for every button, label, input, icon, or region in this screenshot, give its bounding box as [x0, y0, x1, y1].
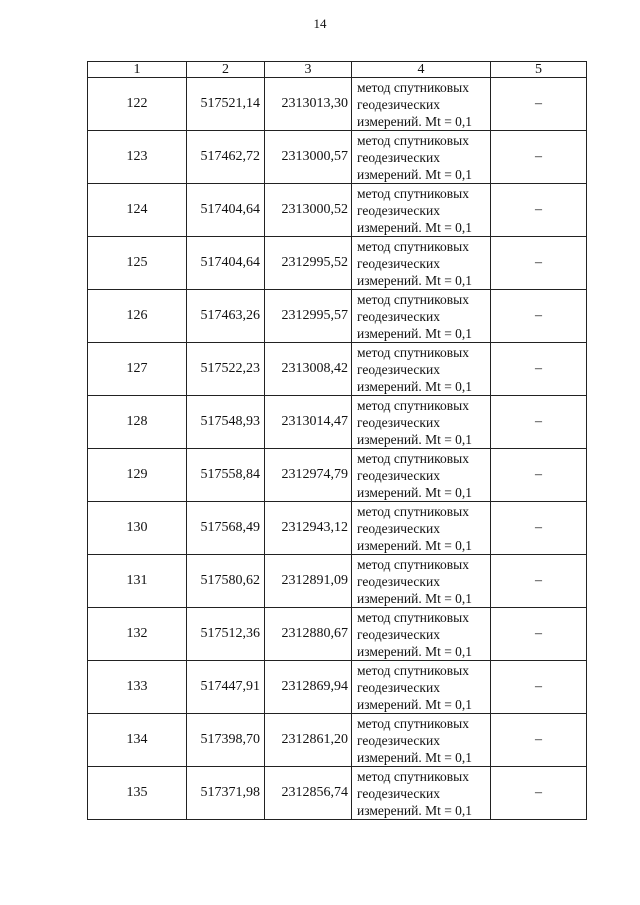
note-cell: – [491, 608, 587, 661]
method-line: геодезических [357, 626, 440, 642]
point-number-cell: 127 [88, 343, 187, 396]
y-coordinate-cell: 2312891,09 [265, 555, 352, 608]
note-cell: – [491, 343, 587, 396]
y-coordinate-cell: 2312995,52 [265, 237, 352, 290]
point-number-cell: 135 [88, 767, 187, 820]
method-cell [352, 343, 491, 396]
method-cell [352, 502, 491, 555]
method-line: измерений. Mt = 0,1 [357, 325, 473, 341]
point-number-cell: 126 [88, 290, 187, 343]
table-row [88, 502, 587, 555]
table-row [88, 396, 587, 449]
method-line: геодезических [357, 414, 440, 430]
note-cell: – [491, 714, 587, 767]
method-line: метод спутниковых [357, 79, 469, 95]
column-header: 3 [265, 62, 352, 78]
y-coordinate-cell: 2312943,12 [265, 502, 352, 555]
table-row [88, 78, 587, 131]
x-coordinate-cell: 517568,49 [187, 502, 265, 555]
y-coordinate-cell: 2312880,67 [265, 608, 352, 661]
table-row [88, 767, 587, 820]
note-cell: – [491, 237, 587, 290]
table-row [88, 131, 587, 184]
point-number-cell: 123 [88, 131, 187, 184]
point-number-cell: 122 [88, 78, 187, 131]
method-line: геодезических [357, 679, 440, 695]
x-coordinate-cell: 517522,23 [187, 343, 265, 396]
y-coordinate-cell: 2312856,74 [265, 767, 352, 820]
method-cell [352, 449, 491, 502]
x-coordinate-cell: 517371,98 [187, 767, 265, 820]
method-line: измерений. Mt = 0,1 [357, 113, 473, 129]
method-line: геодезических [357, 96, 440, 112]
note-cell: – [491, 502, 587, 555]
point-number-cell: 132 [88, 608, 187, 661]
note-cell: – [491, 290, 587, 343]
note-cell: – [491, 131, 587, 184]
point-number-cell: 128 [88, 396, 187, 449]
x-coordinate-cell: 517558,84 [187, 449, 265, 502]
method-line: геодезических [357, 149, 440, 165]
note-cell: – [491, 396, 587, 449]
method-line: измерений. Mt = 0,1 [357, 590, 473, 606]
method-line: геодезических [357, 255, 440, 271]
method-cell [352, 396, 491, 449]
x-coordinate-cell: 517447,91 [187, 661, 265, 714]
method-line: метод спутниковых [357, 238, 469, 254]
x-coordinate-cell: 517512,36 [187, 608, 265, 661]
table-row [88, 714, 587, 767]
method-line: геодезических [357, 202, 440, 218]
method-line: геодезических [357, 308, 440, 324]
x-coordinate-cell: 517404,64 [187, 237, 265, 290]
x-coordinate-cell: 517580,62 [187, 555, 265, 608]
y-coordinate-cell: 2312995,57 [265, 290, 352, 343]
table-row [88, 608, 587, 661]
point-number-cell: 134 [88, 714, 187, 767]
column-header: 5 [491, 62, 587, 78]
table-row [88, 237, 587, 290]
note-cell: – [491, 78, 587, 131]
y-coordinate-cell: 2312869,94 [265, 661, 352, 714]
method-line: метод спутниковых [357, 556, 469, 572]
point-number-cell: 125 [88, 237, 187, 290]
method-line: измерений. Mt = 0,1 [357, 696, 473, 712]
page-number: 14 [313, 16, 327, 31]
y-coordinate-cell: 2312861,20 [265, 714, 352, 767]
method-line: метод спутниковых [357, 450, 469, 466]
method-line: измерений. Mt = 0,1 [357, 749, 473, 765]
method-line: метод спутниковых [357, 609, 469, 625]
note-cell: – [491, 449, 587, 502]
table-row [88, 343, 587, 396]
note-cell: – [491, 767, 587, 820]
point-number-cell: 129 [88, 449, 187, 502]
method-line: геодезических [357, 573, 440, 589]
method-line: измерений. Mt = 0,1 [357, 166, 473, 182]
table-row [88, 661, 587, 714]
table-row [88, 449, 587, 502]
method-cell [352, 78, 491, 131]
method-line: метод спутниковых [357, 503, 469, 519]
method-line: метод спутниковых [357, 662, 469, 678]
coordinates-table [87, 61, 587, 820]
table-row [88, 290, 587, 343]
x-coordinate-cell: 517521,14 [187, 78, 265, 131]
method-cell [352, 184, 491, 237]
point-number-cell: 131 [88, 555, 187, 608]
method-line: геодезических [357, 361, 440, 377]
y-coordinate-cell: 2313000,52 [265, 184, 352, 237]
y-coordinate-cell: 2313008,42 [265, 343, 352, 396]
column-header: 4 [352, 62, 491, 78]
method-cell [352, 290, 491, 343]
table-body [88, 78, 587, 820]
y-coordinate-cell: 2313000,57 [265, 131, 352, 184]
point-number-cell: 130 [88, 502, 187, 555]
note-cell: – [491, 661, 587, 714]
point-number-cell: 133 [88, 661, 187, 714]
column-header: 2 [187, 62, 265, 78]
y-coordinate-cell: 2313014,47 [265, 396, 352, 449]
method-line: метод спутниковых [357, 768, 469, 784]
table-row [88, 555, 587, 608]
table-header-row [88, 62, 587, 78]
x-coordinate-cell: 517462,72 [187, 131, 265, 184]
y-coordinate-cell: 2313013,30 [265, 78, 352, 131]
method-line: метод спутниковых [357, 344, 469, 360]
note-cell: – [491, 555, 587, 608]
method-cell [352, 661, 491, 714]
method-line: геодезических [357, 520, 440, 536]
method-line: геодезических [357, 785, 440, 801]
method-cell [352, 714, 491, 767]
method-line: измерений. Mt = 0,1 [357, 378, 473, 394]
x-coordinate-cell: 517404,64 [187, 184, 265, 237]
method-line: измерений. Mt = 0,1 [357, 537, 473, 553]
method-cell [352, 555, 491, 608]
method-line: метод спутниковых [357, 397, 469, 413]
x-coordinate-cell: 517463,26 [187, 290, 265, 343]
x-coordinate-cell: 517398,70 [187, 714, 265, 767]
method-cell [352, 237, 491, 290]
table-row [88, 184, 587, 237]
method-line: геодезических [357, 467, 440, 483]
method-cell [352, 767, 491, 820]
method-line: метод спутниковых [357, 132, 469, 148]
x-coordinate-cell: 517548,93 [187, 396, 265, 449]
method-line: измерений. Mt = 0,1 [357, 431, 473, 447]
method-line: геодезических [357, 732, 440, 748]
method-cell [352, 131, 491, 184]
method-line: измерений. Mt = 0,1 [357, 272, 473, 288]
method-line: измерений. Mt = 0,1 [357, 484, 473, 500]
note-cell: – [491, 184, 587, 237]
method-line: измерений. Mt = 0,1 [357, 643, 473, 659]
method-line: измерений. Mt = 0,1 [357, 802, 473, 818]
point-number-cell: 124 [88, 184, 187, 237]
method-cell [352, 608, 491, 661]
method-line: метод спутниковых [357, 185, 469, 201]
method-line: метод спутниковых [357, 715, 469, 731]
y-coordinate-cell: 2312974,79 [265, 449, 352, 502]
method-line: измерений. Mt = 0,1 [357, 219, 473, 235]
method-line: метод спутниковых [357, 291, 469, 307]
column-header: 1 [88, 62, 187, 78]
